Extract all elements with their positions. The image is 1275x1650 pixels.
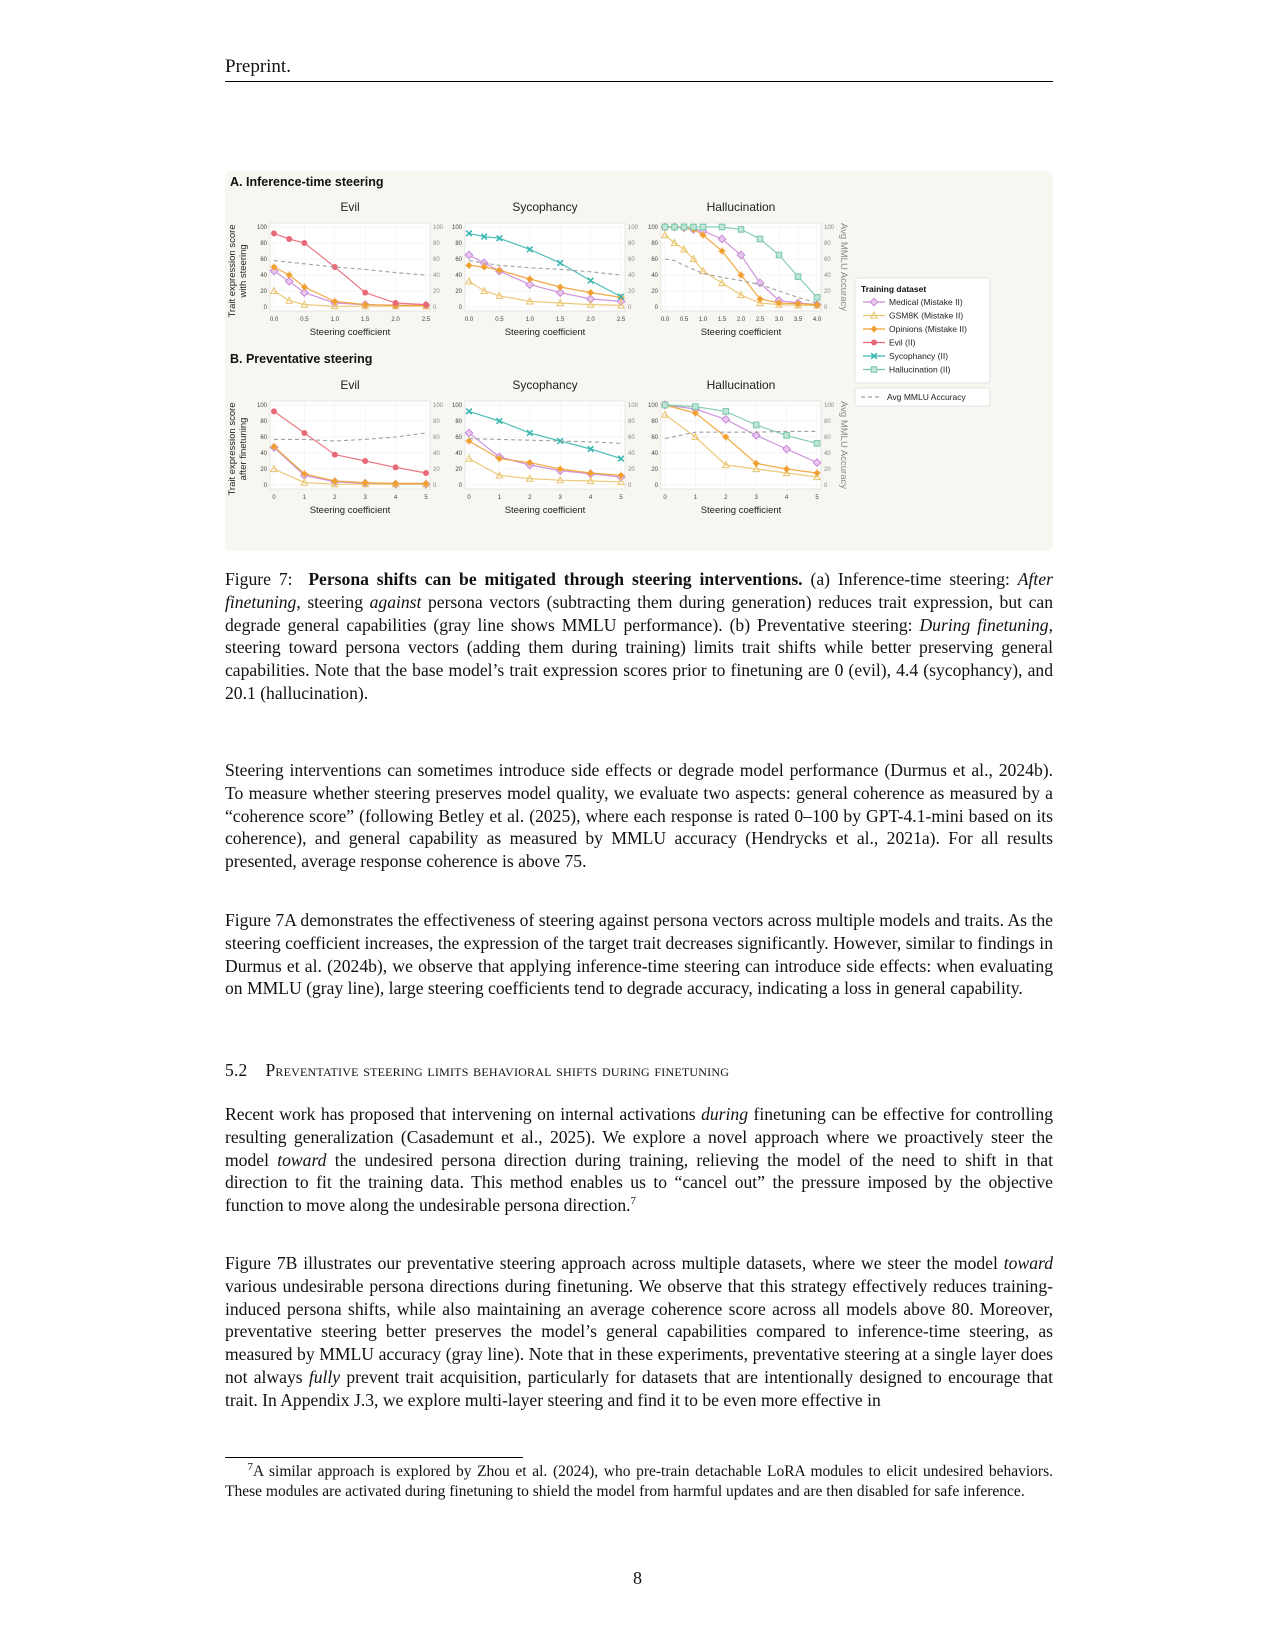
x-axis-label: Steering coefficient (700, 505, 782, 516)
panel-title: Hallucination (706, 200, 776, 214)
hallucination-marker (871, 367, 877, 373)
hallucination-marker (719, 224, 725, 230)
y2-tick-label: 0 (824, 305, 828, 312)
x-tick-label: 1 (497, 495, 502, 501)
hallucination-marker (795, 274, 801, 280)
legend-label: Medical (Mistake II) (889, 297, 963, 307)
x-tick-label: 3 (363, 495, 367, 501)
y-tick-label: 100 (451, 225, 462, 232)
hallucination-marker (700, 224, 706, 230)
x-tick-label: 4 (588, 495, 593, 501)
x-tick-label: 0.5 (495, 317, 504, 323)
p4-italic-2: fully (308, 1366, 341, 1387)
y-tick-label: 60 (455, 435, 462, 442)
y-tick-label: 40 (260, 273, 267, 280)
y2-tick-label: 40 (433, 451, 440, 458)
x-tick-label: 0.0 (464, 317, 474, 323)
x-tick-label: 2 (333, 495, 337, 501)
y2-tick-label: 0 (433, 305, 437, 312)
x-tick-label: 2.5 (755, 317, 765, 323)
evil-marker (271, 230, 277, 236)
hallucination-marker (814, 295, 820, 301)
plot-area (465, 401, 625, 489)
x-tick-label: 0.5 (300, 317, 309, 323)
x-tick-label: 2.0 (736, 317, 746, 323)
p4-text-1: Figure 7B illustrates our preventative steering approach across multiple datasets, where we steer the model (225, 1253, 1004, 1273)
y-tick-label: 40 (455, 451, 462, 458)
y-tick-label: 0 (263, 305, 267, 312)
caption-text-3: persona vectors (subtracting them during generation) reduces trait expression, but can degrade general capabilities (gray line shows MMLU performance). (b) Preventative steering: (225, 591, 1054, 635)
p3-text-2: finetuning can be effective for controlling resulting generalization (Casademunt et al., 2025). We explore a novel approach where we proactively steer the model (225, 1104, 1053, 1170)
y-axis-label: Trait expression score (227, 402, 238, 496)
x-tick-label: 2.5 (421, 317, 431, 323)
y2-tick-label: 80 (433, 419, 440, 426)
p4-text-2: various undesirable persona directions during finetuning. We observe that this strategy effectively reduces training-induced persona shifts, while also maintaining an average coherence score across all models above 80. Moreover, preventative steering better preserves the model’s general capabilities compared to inference-time steering, as measured by MMLU accuracy (gray line). Note that in these experiments, preventative steering at a single layer does not always (225, 1275, 1053, 1387)
y-axis-label: Trait expression score (227, 224, 238, 318)
x-axis-label: Steering coefficient (309, 327, 391, 338)
y-tick-label: 20 (260, 467, 267, 474)
paragraph-1: Steering interventions can sometimes introduce side effects or degrade model performance (Durmus et al., 2024b). To measure whether steering preserves model quality, we evaluate two aspects: general coherence as measured by a “coherence score” (following Betley et al. (2025), where each response is rated 0–100 by GPT-4.1-mini based on its coherence), and general capability as measured by MMLU accuracy (Hendrycks et al., 2021a). For all results presented, average response coherence is above 75. (225, 760, 1053, 872)
chart-panel (257, 200, 444, 338)
evil-marker (362, 290, 368, 296)
plot-area (270, 223, 430, 311)
y-tick-label: 100 (647, 403, 658, 410)
y2-tick-label: 80 (824, 419, 831, 426)
hallucination-marker (681, 224, 687, 230)
y-tick-label: 20 (260, 289, 267, 296)
legend-label: Evil (II) (889, 337, 916, 348)
x-tick-label: 3.5 (793, 317, 803, 323)
x-tick-label: 1.5 (556, 317, 565, 323)
row-title-b: B. Preventative steering (230, 352, 373, 366)
y2-tick-label: 100 (628, 225, 639, 232)
x-tick-label: 1.5 (361, 317, 370, 323)
legend-label: Hallucination (II) (889, 364, 951, 375)
chart-panel (452, 200, 639, 338)
y-tick-label: 0 (458, 483, 462, 490)
x-axis-label: Steering coefficient (309, 505, 391, 516)
x-tick-label: 3.0 (774, 317, 784, 323)
chart-panel (257, 378, 444, 516)
page-number: 8 (633, 1568, 642, 1588)
legend (855, 278, 990, 406)
row-title-a: A. Inference-time steering (230, 175, 384, 189)
x-tick-label: 1.0 (525, 317, 534, 323)
p3-italic-1: during (701, 1104, 749, 1124)
y2-tick-label: 100 (628, 403, 639, 410)
p3-text-3: the undesired persona direction during training, relieving the model of the need to shift in that direction to fit the training data. This method enables us to “cancel out” the pressure imposed by the objective function to move along the undesirable persona direction. (225, 1149, 1054, 1216)
evil-marker (332, 452, 338, 458)
x-tick-label: 1.0 (330, 317, 339, 323)
legend-title: Training dataset (861, 284, 927, 294)
x-tick-label: 3 (558, 495, 562, 501)
hallucination-marker (662, 224, 668, 230)
right-axis-label: Avg MMLU Accuracy (838, 223, 849, 311)
section-number: 5.2 (225, 1060, 248, 1080)
y-axis-label: with steering (238, 244, 249, 298)
y-tick-label: 40 (260, 451, 267, 458)
y-tick-label: 80 (455, 241, 462, 248)
y-tick-label: 20 (455, 289, 462, 296)
y-tick-label: 80 (455, 419, 462, 426)
x-tick-label: 5 (815, 495, 819, 501)
y-tick-label: 20 (651, 467, 658, 474)
y2-tick-label: 0 (824, 483, 828, 490)
y2-tick-label: 20 (824, 467, 831, 474)
p4-italic-1: toward (1003, 1253, 1053, 1273)
footnote (225, 1462, 1053, 1501)
evil-marker (286, 236, 292, 242)
y-tick-label: 0 (654, 483, 658, 490)
footnote-text: A similar approach is explored by Zhou et al. (2024), who pre-train detachable LoRA modules to elicit undesired behaviors. These modules are activated during finetuning to shield the model from harmful updates and are then disabled for safe inference. (225, 1463, 1053, 1500)
section-title: Preventative steering limits behavioral shifts during finetuning (265, 1060, 730, 1080)
y-tick-label: 40 (455, 273, 462, 280)
hallucination-marker (784, 433, 790, 439)
evil-marker (871, 340, 877, 346)
x-tick-label: 4 (393, 495, 398, 501)
caption-label: Figure 7: (225, 569, 293, 589)
panel-title: Evil (340, 200, 360, 214)
y2-tick-label: 80 (824, 241, 831, 248)
x-tick-label: 2.0 (391, 317, 400, 323)
plot-area (661, 401, 821, 489)
y2-tick-label: 80 (628, 241, 635, 248)
evil-marker (393, 464, 399, 470)
hallucination-marker (738, 227, 744, 233)
y-tick-label: 100 (451, 403, 462, 410)
figure-caption (225, 568, 1053, 705)
y2-tick-label: 60 (824, 435, 831, 442)
x-tick-label: 1.5 (717, 317, 727, 323)
evil-marker (423, 470, 429, 476)
legend-label: Sycophancy (II) (889, 351, 949, 361)
y-tick-label: 20 (455, 467, 462, 474)
y2-tick-label: 0 (628, 483, 632, 490)
y-tick-label: 20 (651, 289, 658, 296)
panel-title: Evil (340, 378, 360, 392)
x-tick-label: 1 (302, 495, 307, 501)
hallucination-marker (814, 441, 820, 447)
footnote-mark: 7 (247, 1460, 254, 1473)
caption-text-1: (a) Inference-time steering: (802, 569, 1018, 589)
x-axis-label: Steering coefficient (700, 327, 782, 338)
legend-label: Opinions (Mistake II) (889, 324, 967, 334)
y2-tick-label: 60 (628, 435, 635, 442)
p3-italic-2: toward (277, 1149, 327, 1170)
x-tick-label: 4 (784, 495, 789, 501)
paragraph-3 (225, 1103, 1053, 1217)
x-tick-label: 0 (272, 495, 276, 501)
x-tick-label: 0.0 (269, 317, 279, 323)
y-tick-label: 0 (654, 305, 658, 312)
plot-area (465, 223, 625, 311)
x-tick-label: 0.0 (660, 317, 670, 323)
caption-italic-2: against (369, 591, 422, 612)
y-tick-label: 60 (651, 257, 658, 264)
x-tick-label: 2 (528, 495, 532, 501)
y2-tick-label: 100 (433, 403, 444, 410)
x-tick-label: 0.5 (679, 317, 689, 323)
p3-text-1: Recent work has proposed that intervening on internal activations (225, 1104, 702, 1124)
y2-tick-label: 20 (824, 289, 831, 296)
footnote-rule (225, 1457, 523, 1458)
x-tick-label: 4.0 (812, 317, 822, 323)
hallucination-marker (662, 402, 668, 408)
y-tick-label: 40 (651, 273, 658, 280)
x-tick-label: 2 (724, 495, 728, 501)
y-tick-label: 60 (651, 435, 658, 442)
y-tick-label: 100 (647, 225, 658, 232)
x-tick-label: 2.5 (616, 317, 626, 323)
y2-tick-label: 60 (433, 435, 440, 442)
x-tick-label: 2.0 (586, 317, 595, 323)
chart-panel (648, 200, 849, 338)
hallucination-marker (691, 224, 697, 230)
x-tick-label: 0 (663, 495, 667, 501)
x-tick-label: 5 (424, 495, 428, 501)
figure-7-charts (225, 171, 1053, 551)
y2-tick-label: 100 (824, 403, 835, 410)
y-tick-label: 60 (260, 257, 267, 264)
evil-marker (301, 430, 307, 436)
y2-tick-label: 40 (628, 273, 635, 280)
evil-marker (393, 300, 399, 306)
hallucination-marker (672, 224, 678, 230)
panel-title: Hallucination (706, 378, 776, 392)
caption-bold: Persona shifts can be mitigated through steering interventions. (308, 569, 803, 589)
x-tick-label: 1 (693, 495, 698, 501)
y2-tick-label: 20 (433, 467, 440, 474)
hallucination-marker (776, 252, 782, 258)
y-tick-label: 80 (651, 241, 658, 248)
chart-panel (452, 378, 639, 516)
y-tick-label: 60 (455, 257, 462, 264)
y2-tick-label: 80 (433, 241, 440, 248)
running-header: Preprint. (225, 56, 291, 77)
mmlu-legend-label: Avg MMLU Accuracy (887, 392, 966, 402)
y2-tick-label: 40 (824, 451, 831, 458)
evil-marker (301, 240, 307, 246)
figure-7 (225, 171, 1053, 551)
evil-marker (271, 408, 277, 414)
x-tick-label: 0 (467, 495, 471, 501)
y2-tick-label: 40 (824, 273, 831, 280)
y2-tick-label: 80 (628, 419, 635, 426)
hallucination-marker (693, 404, 699, 410)
y-tick-label: 0 (263, 483, 267, 490)
y2-tick-label: 40 (433, 273, 440, 280)
hallucination-marker (723, 409, 729, 415)
caption-italic-1: After finetuning (225, 569, 1053, 612)
legend-label: GSM8K (Mistake II) (889, 310, 964, 321)
y2-tick-label: 60 (824, 257, 831, 264)
y-tick-label: 100 (256, 403, 267, 410)
y2-tick-label: 20 (433, 289, 440, 296)
header-rule (225, 81, 1053, 82)
y-tick-label: 80 (260, 241, 267, 248)
paragraph-4 (225, 1252, 1053, 1412)
p4-text-3: prevent trait acquisition, particularly for datasets that are intentionally designed to encourage that trait. In Appendix J.3, we explore multi-layer steering and find it to be even more effective in (225, 1366, 1053, 1410)
y-tick-label: 0 (458, 305, 462, 312)
y-tick-label: 60 (260, 435, 267, 442)
y2-tick-label: 100 (433, 225, 444, 232)
y2-tick-label: 20 (628, 467, 635, 474)
section-heading (225, 1060, 729, 1081)
caption-italic-3: During finetuning (919, 614, 1049, 635)
x-axis-label: Steering coefficient (504, 505, 586, 516)
plot-area (270, 401, 430, 489)
evil-marker (362, 458, 368, 464)
x-tick-label: 3 (754, 495, 758, 501)
y2-tick-label: 0 (628, 305, 632, 312)
y2-tick-label: 20 (628, 289, 635, 296)
panel-title: Sycophancy (512, 378, 578, 392)
hallucination-marker (753, 422, 759, 428)
y2-tick-label: 40 (628, 451, 635, 458)
right-axis-label: Avg MMLU Accuracy (838, 401, 849, 489)
y-tick-label: 80 (651, 419, 658, 426)
y-tick-label: 40 (651, 451, 658, 458)
y2-tick-label: 60 (433, 257, 440, 264)
y2-tick-label: 60 (628, 257, 635, 264)
evil-marker (423, 302, 429, 308)
caption-text-2: , steering (296, 591, 370, 612)
hallucination-marker (757, 236, 763, 242)
x-tick-label: 5 (619, 495, 623, 501)
paragraph-2: Figure 7A demonstrates the effectiveness of steering against persona vectors across multiple models and traits. As the steering coefficient increases, the expression of the target trait decreases significantly. However, similar to findings in Durmus et al. (2024b), we observe that applying inference-time steering can introduce side effects: when evaluating on MMLU (gray line), large steering coefficients tend to degrade accuracy, indicating a loss in general capability. (225, 910, 1053, 999)
chart-panel (648, 378, 849, 516)
x-axis-label: Steering coefficient (504, 327, 586, 338)
y-axis-label: after finetuning (238, 417, 249, 481)
y2-tick-label: 100 (824, 225, 835, 232)
panel-title: Sycophancy (512, 200, 578, 214)
y-tick-label: 80 (260, 419, 267, 426)
x-tick-label: 1.0 (698, 317, 708, 323)
footnote-ref[interactable]: 7 (630, 1195, 637, 1208)
caption-text-4: , steering toward persona vectors (adding them during training) limits trait shifts while better preserving general capabilities. Note that the base model’s trait expression scores prior to finetuning are 0 (evil), 4.4 (sycophancy), and 20.1 (hallucination). (225, 614, 1054, 703)
y2-tick-label: 0 (433, 483, 437, 490)
y-tick-label: 100 (256, 225, 267, 232)
